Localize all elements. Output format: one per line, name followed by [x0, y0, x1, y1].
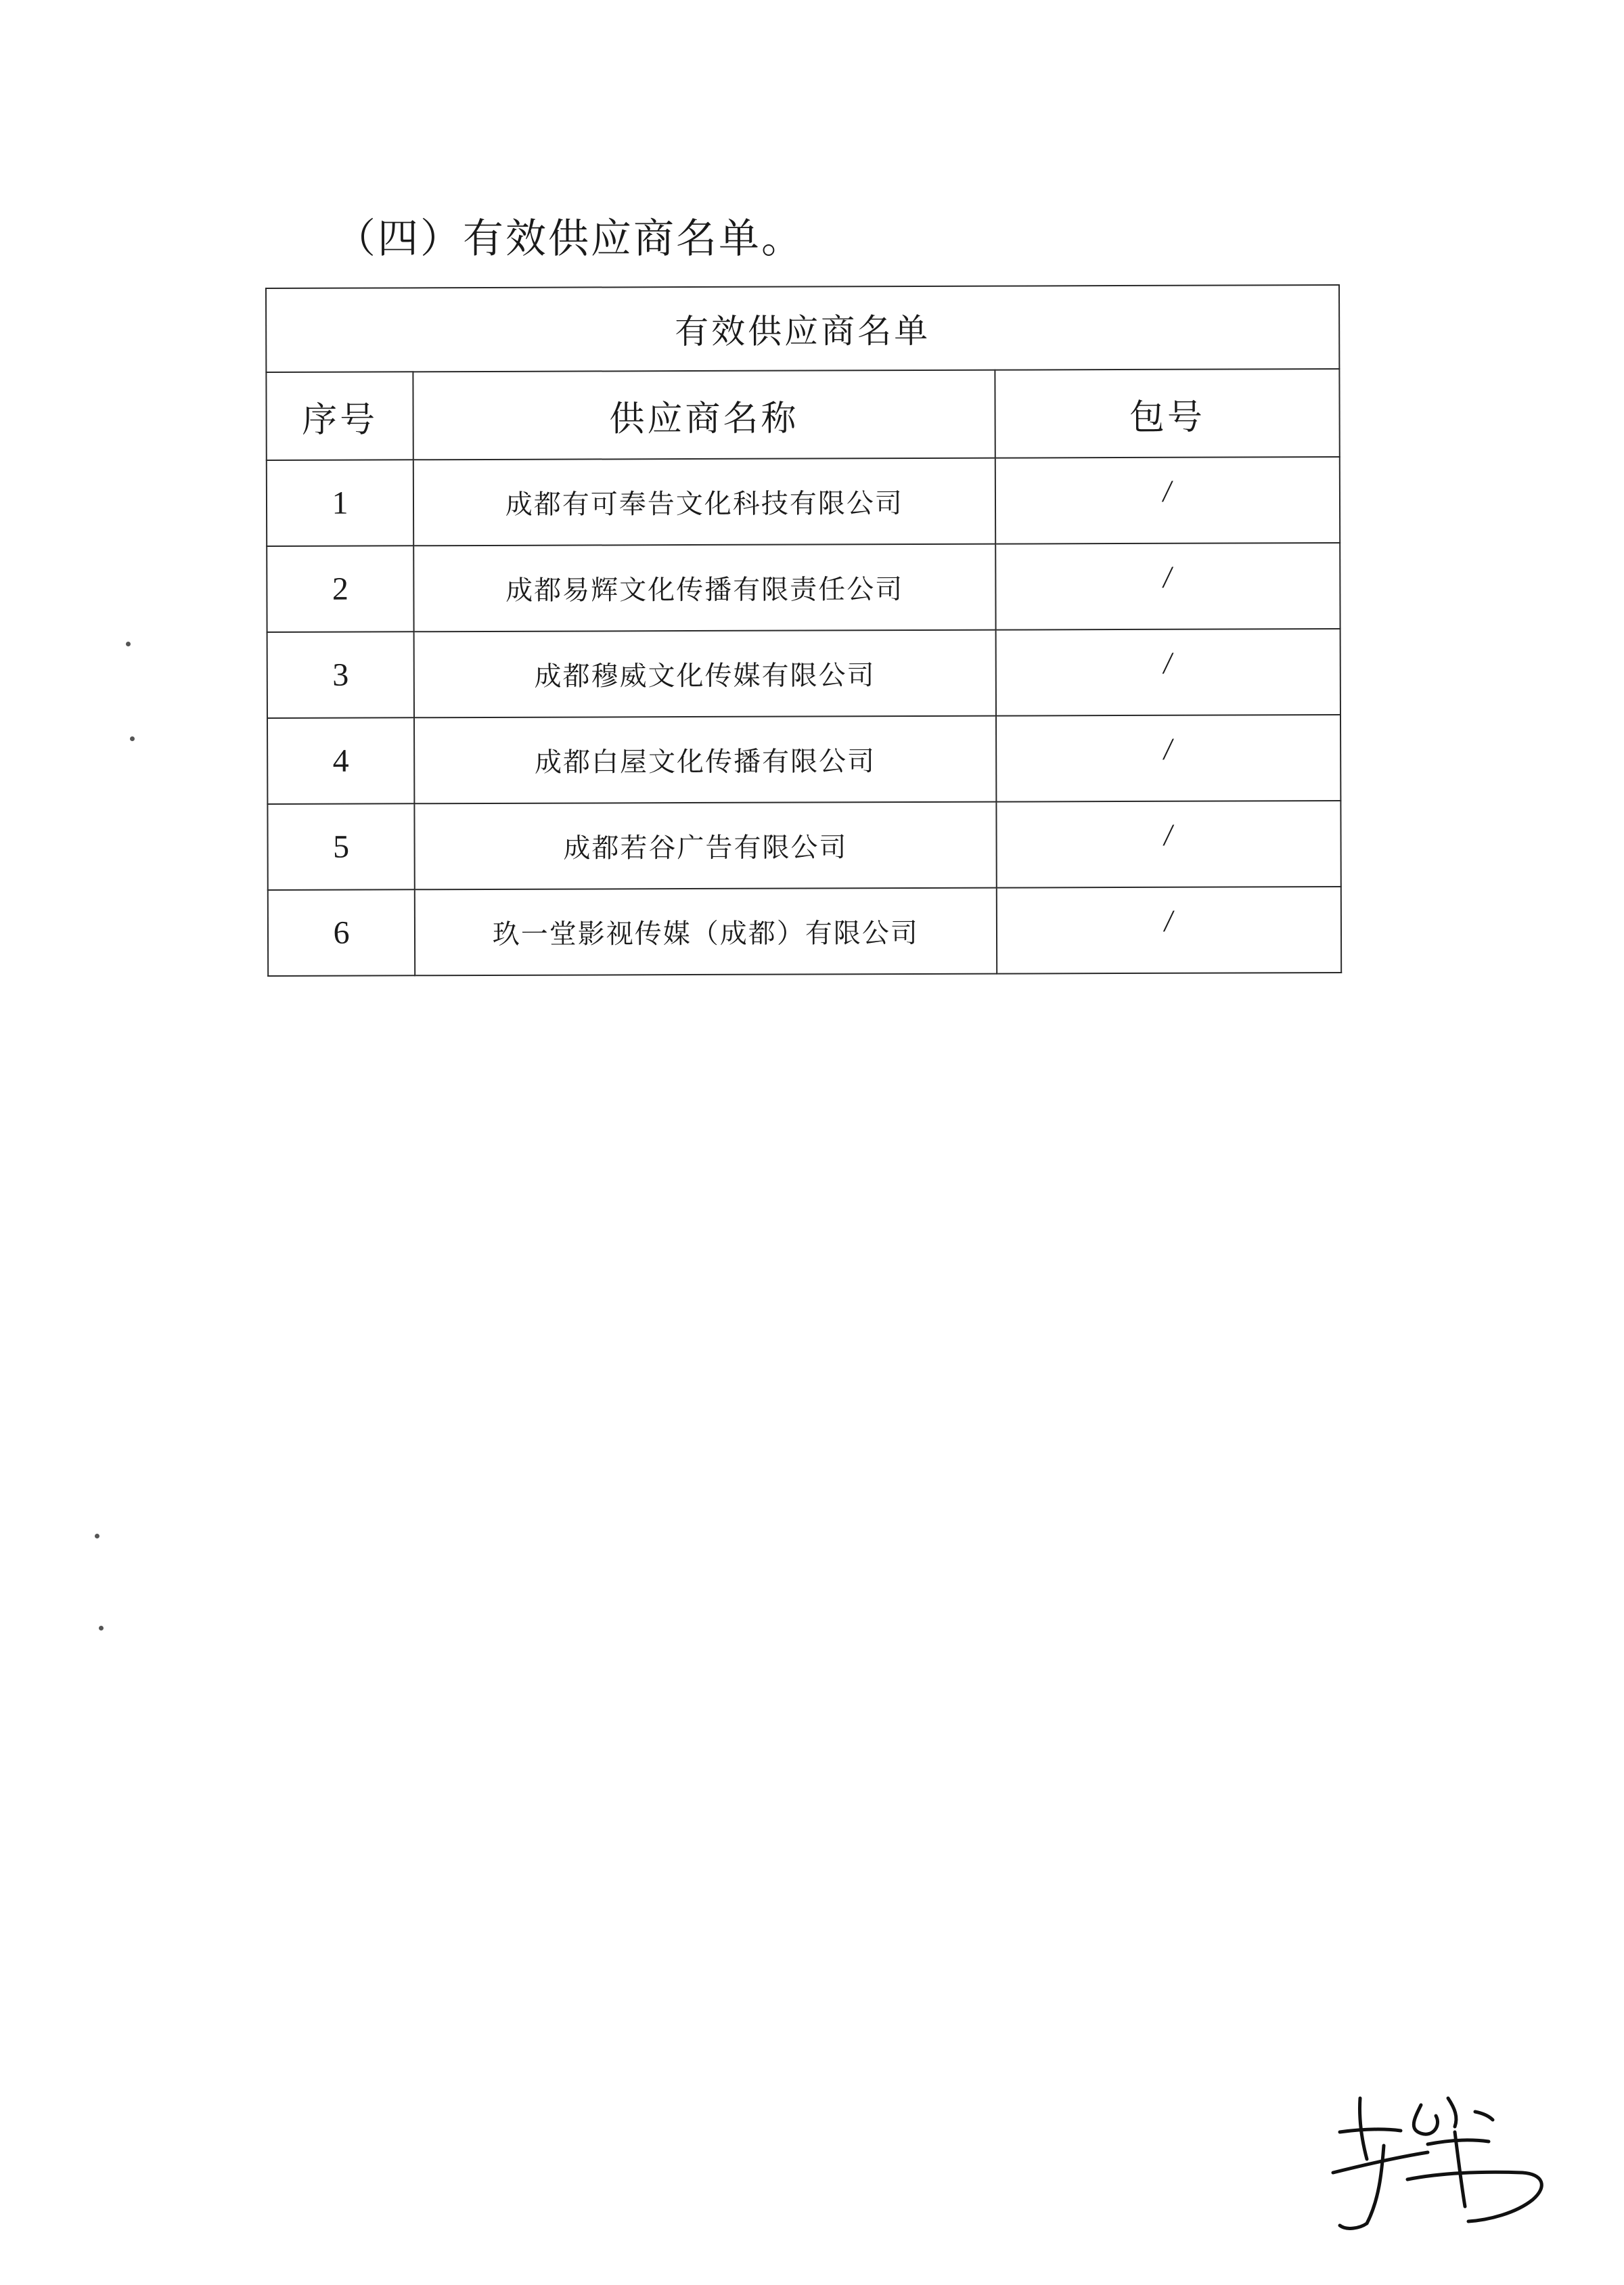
header-supplier-name: 供应商名称 — [413, 370, 995, 460]
row-package — [996, 801, 1341, 888]
row-supplier-name: 成都穆威文化传媒有限公司 — [414, 630, 996, 718]
row-supplier-name: 成都易辉文化传播有限责任公司 — [413, 544, 995, 632]
supplier-table — [265, 284, 1342, 977]
row-package-value: / — [1161, 817, 1175, 852]
table-row — [267, 457, 1340, 546]
row-supplier-name: 成都白屋文化传播有限公司 — [414, 716, 996, 804]
table-row — [267, 543, 1340, 632]
scan-speck — [99, 1626, 104, 1630]
row-package — [996, 887, 1341, 974]
table-caption-row — [266, 285, 1339, 372]
signature-icon — [1320, 2071, 1550, 2234]
row-package-value: / — [1160, 473, 1175, 508]
table-row — [267, 715, 1340, 804]
row-package-value: / — [1160, 559, 1175, 594]
scan-speck — [126, 642, 131, 646]
scan-speck — [130, 736, 135, 741]
row-seq: 4 — [267, 717, 414, 804]
row-seq: 6 — [268, 889, 415, 976]
row-package-value: / — [1162, 903, 1176, 938]
scan-speck — [95, 1534, 99, 1538]
table-caption: 有效供应商名单 — [266, 285, 1339, 372]
header-seq: 序号 — [266, 372, 413, 460]
header-package: 包号 — [995, 369, 1340, 458]
table-row — [267, 629, 1340, 718]
row-seq: 3 — [267, 631, 414, 718]
section-heading: （四）有效供应商名单。 — [335, 215, 804, 263]
row-package — [995, 543, 1340, 630]
row-seq: 5 — [267, 803, 414, 890]
row-package — [995, 629, 1340, 716]
row-package — [996, 715, 1341, 802]
row-supplier-name: 成都有可奉告文化科技有限公司 — [413, 458, 995, 546]
row-seq: 2 — [267, 546, 413, 632]
row-package — [995, 457, 1340, 544]
row-supplier-name: 成都若谷广告有限公司 — [414, 802, 996, 890]
table-row — [267, 801, 1340, 890]
row-supplier-name: 玖一堂影视传媒（成都）有限公司 — [415, 888, 997, 976]
row-package-value: / — [1161, 645, 1175, 680]
row-seq: 1 — [267, 460, 413, 546]
table-header-row — [266, 369, 1339, 460]
row-package-value: / — [1161, 731, 1175, 766]
table-row — [268, 887, 1341, 976]
